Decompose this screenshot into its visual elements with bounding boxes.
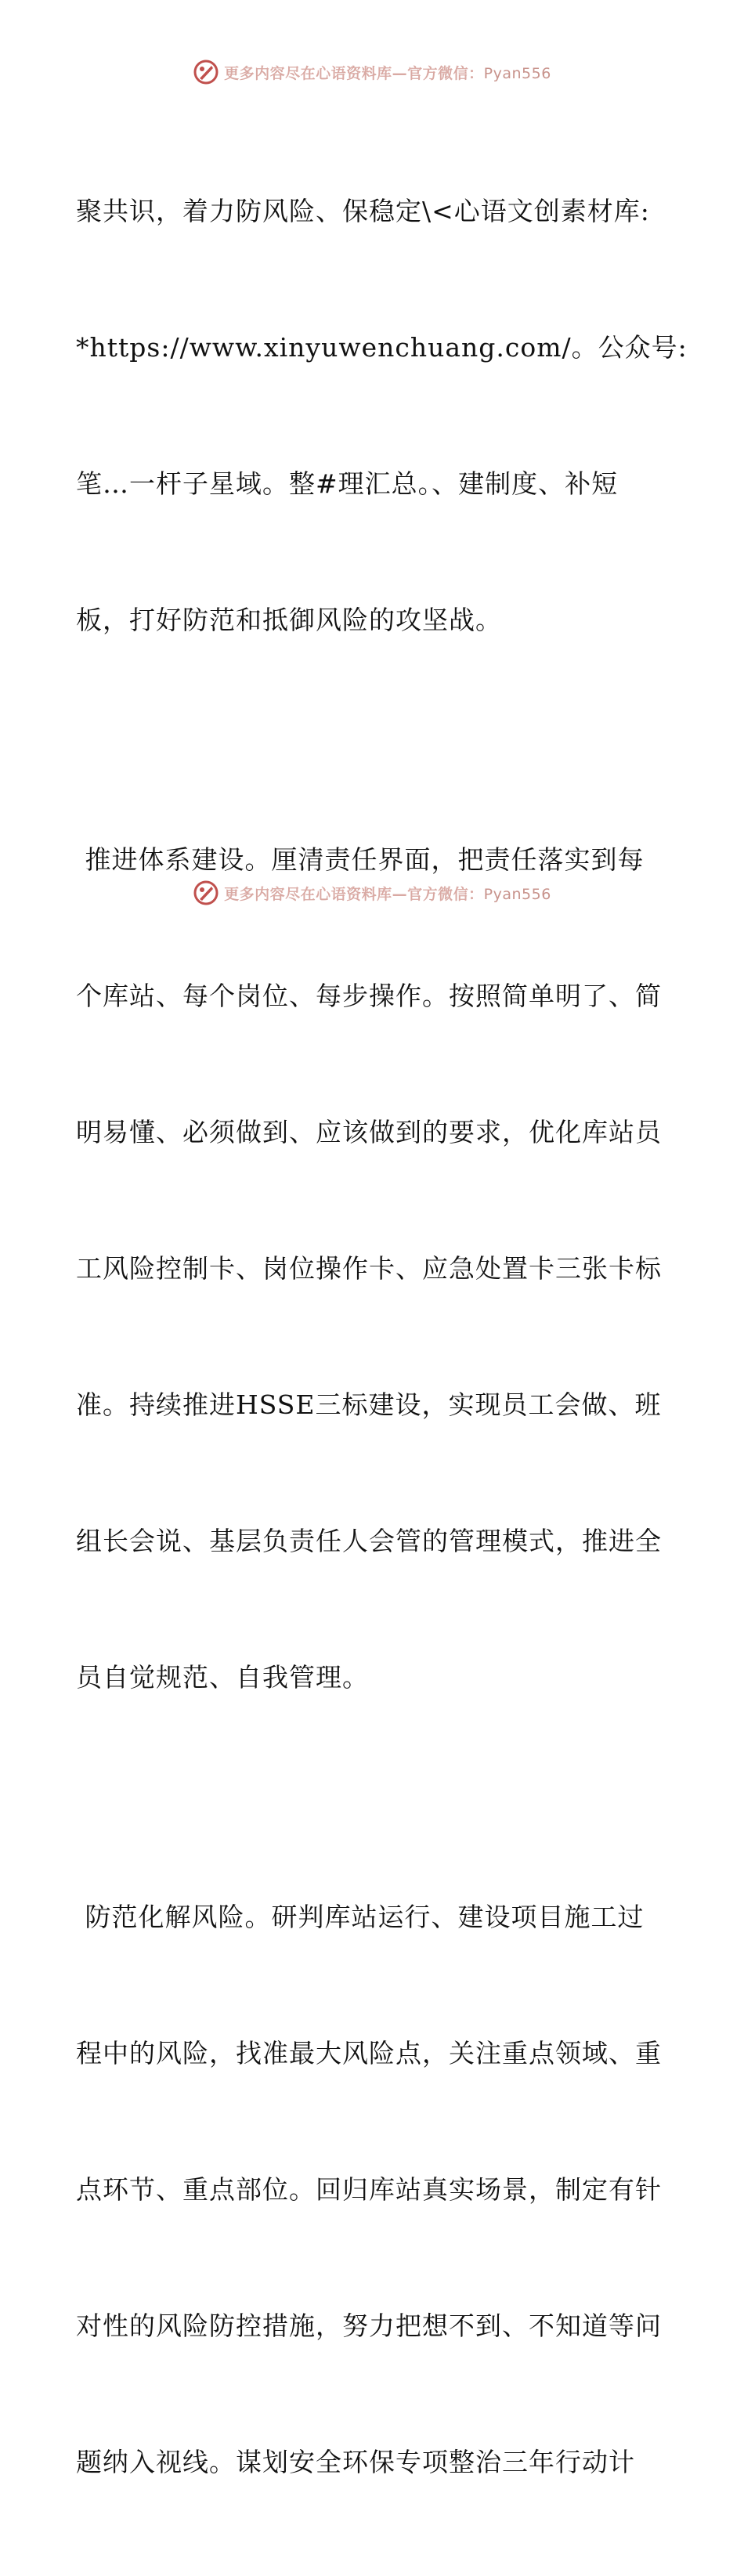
text-line: 员自觉规范、自我管理。 bbox=[76, 1662, 369, 1693]
text-line: *https://www.xinyuwenchuang.com/。公众号: bbox=[76, 332, 688, 363]
text-line: 明易懂、必须做到、应该做到的要求，优化库站员 bbox=[76, 1117, 662, 1147]
text-line: 笔…一杆子星域。整#理汇总。、建制度、补短 bbox=[76, 468, 619, 499]
text-line: 对性的风险防控措施，努力把想不到、不知道等问 bbox=[76, 2310, 662, 2341]
document-body bbox=[76, 98, 688, 2576]
header-banner-text bbox=[224, 62, 551, 83]
text-line: 工风险控制卡、岗位操作卡、应急处置卡三张卡标 bbox=[76, 1253, 662, 1284]
text-line: 准。持续推进HSSE三标建设，实现员工会做、班 bbox=[76, 1389, 662, 1420]
header-banner-label: 更多内容尽在心语资料库—官方微信： bbox=[224, 64, 484, 82]
text-line: 推进体系建设。厘清责任界面，把责任落实到每 bbox=[76, 844, 645, 875]
text-line: 程中的风险，找准最大风险点，关注重点领域、重 bbox=[76, 2038, 662, 2068]
header-banner bbox=[0, 55, 744, 89]
quill-seal-icon bbox=[193, 880, 219, 906]
footer-wechat-id: Pyan556 bbox=[483, 885, 551, 903]
footer-banner bbox=[0, 876, 744, 910]
text-line: 防范化解风险。研判库站运行、建设项目施工过 bbox=[76, 1902, 645, 1932]
paragraph-1 bbox=[76, 98, 688, 734]
quill-seal-icon bbox=[193, 59, 219, 85]
text-line: 板，打好防范和抵御风险的攻坚战。 bbox=[76, 605, 502, 635]
text-line: 点环节、重点部位。回归库站真实场景，制定有针 bbox=[76, 2174, 662, 2205]
footer-banner-text bbox=[224, 883, 551, 904]
text-line: 聚共识，着力防风险、保稳定\<心语文创素材库: bbox=[76, 196, 650, 226]
footer-banner-label: 更多内容尽在心语资料库—官方微信： bbox=[224, 885, 484, 903]
text-line: 个库站、每个岗位、每步操作。按照简单明了、简 bbox=[76, 981, 662, 1011]
text-line: 组长会说、基层负责任人会管的管理模式，推进全 bbox=[76, 1526, 662, 1556]
text-line: 题纳入视线。谋划安全环保专项整治三年行动计 bbox=[76, 2447, 635, 2477]
paragraph-3 bbox=[76, 1804, 671, 2576]
header-wechat-id: Pyan556 bbox=[483, 64, 551, 82]
